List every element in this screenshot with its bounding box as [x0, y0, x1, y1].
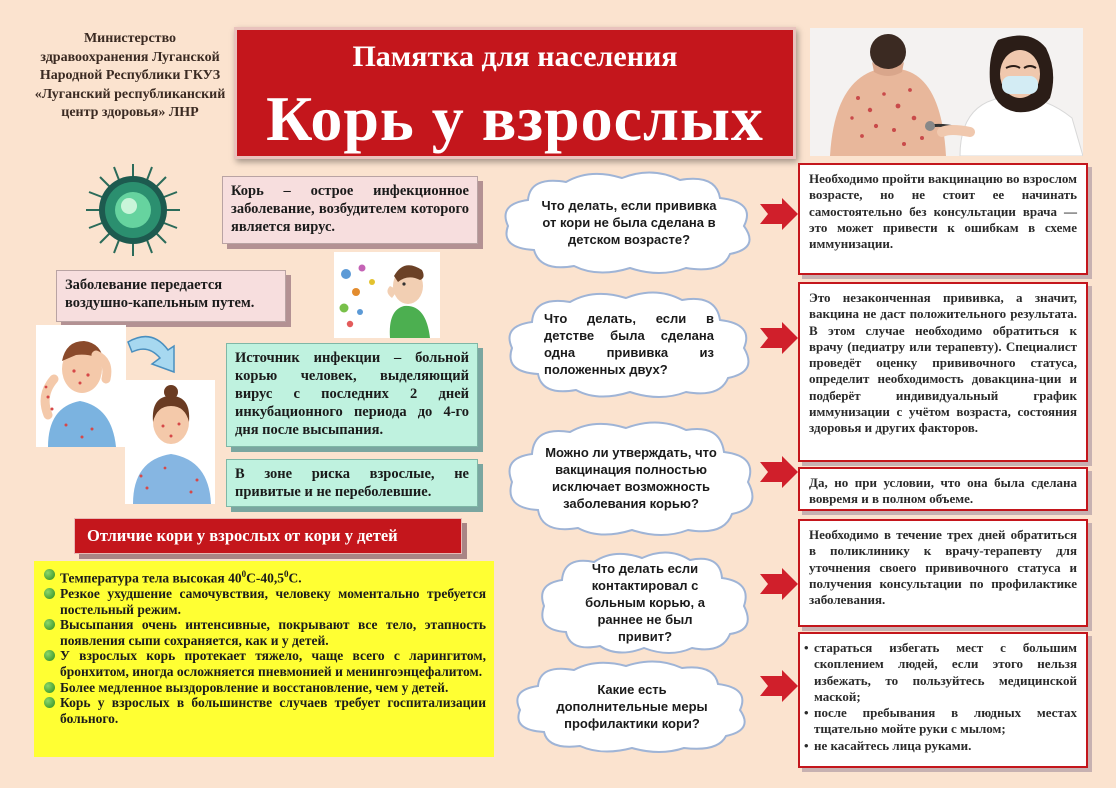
- faq-answer-1: Необходимо пройти вакцинацию во взрослом возрасте, но не стоит ее начинать самостоятельно без консультации врача — это может привести к ошибкам в схеме иммунизации.: [798, 163, 1088, 275]
- faq-question-cloud-3: [498, 418, 764, 538]
- faq-question-cloud-5: [506, 658, 758, 754]
- page-title: Корь у взрослых: [266, 83, 764, 154]
- faq-question-1: Что делать, если прививка от кори не была сделана в детском возрасте?: [541, 197, 717, 247]
- woman-with-rash-illustration: [125, 380, 215, 504]
- faq-question-5: Какие есть дополнительные меры профилактики кори?: [556, 681, 708, 731]
- virus-illustration: [82, 160, 184, 260]
- faq-question-2: Что делать, если в детстве была сделана одна прививка из положенных двух?: [544, 311, 714, 377]
- bullet-icon: [44, 682, 55, 693]
- arrow-right-icon: [760, 198, 798, 230]
- list-item: Корь у взрослых в большинстве случаев требует госпитализации больного.: [42, 695, 486, 726]
- faq-question-cloud-4: [532, 548, 758, 656]
- man-with-rash-illustration: [36, 325, 126, 447]
- faq-answer-3: Да, но при условии, что она была сделана вовремя и в полном объеме.: [798, 467, 1088, 511]
- arrow-right-icon: [760, 322, 798, 354]
- list-item: • после пребывания в людных местах тщательно мойте руки с мылом;: [814, 705, 1077, 738]
- bullet-icon: [44, 619, 55, 630]
- faq-answer-5: [798, 632, 1088, 768]
- faq-question-cloud-1: [494, 168, 764, 276]
- ministry-caption: Министерство здравоохранения Луганской Народной Республики ГКУЗ «Луганский республиканский центр здоровья» ЛНР: [34, 31, 226, 120]
- list-item: У взрослых корь протекает тяжело, чаще всего с ларингитом, бронхитом, иногда осложняется пневмонией и менингоэнцефалитом.: [42, 648, 486, 679]
- title-banner: [234, 27, 796, 159]
- bullet-icon: [44, 588, 55, 599]
- faq-question-3: Можно ли утверждать, что вакцинация полностью исключает возможность заболевания корью?: [545, 445, 717, 511]
- bullet-icon: [44, 697, 55, 708]
- faq-question-cloud-2: [498, 288, 760, 400]
- list-item: Температура тела высокая $40^0С-40,5^0С$.: [42, 567, 486, 586]
- faq-answer-2: Это незаконченная прививка, а значит, вакцина не даст положительного результата. В этом случае необходимо обратиться к врачу (педиатру или терапевту). Специалист проведёт оценку прививочного статуса, определит необходимость довакцина-ции и подберёт индивидуальный график иммунизации с учётом возраста, состояния здоровья и других факторов.: [798, 282, 1088, 462]
- arrow-right-icon: [760, 670, 798, 702]
- infection-source-box: Источник инфекции – больной корью человек, выделяющий вирус с последних 2 дней инкубационного периода до 4-го дня после высыпания.: [226, 343, 478, 447]
- differences-heading: Отличие кори у взрослых от кори у детей: [74, 518, 462, 554]
- bullet-icon: [44, 650, 55, 661]
- list-item: • не касайтесь лица руками.: [814, 738, 1077, 754]
- faq-answer-4: Необходимо в течение трех дней обратиться в поликлинику к врачу-терапевту для уточнения своего прививочного статуса и получения консультации по профилактике заболевания.: [798, 519, 1088, 627]
- faq-question-4: Что делать если контактировал с больным корью, а раннее не был привит?: [585, 560, 705, 644]
- differences-list-box: [34, 561, 494, 757]
- list-item: Высыпания очень интенсивные, покрывают все тело, этапность появления сыпи сохраняется, как и у детей.: [42, 617, 486, 648]
- bullet-icon: [44, 569, 55, 580]
- list-item: Резкое ухудшение самочувствия, человеку моментально требуется постельный режим.: [42, 586, 486, 617]
- page-subtitle: Памятка для населения: [352, 40, 678, 73]
- arrow-right-icon: [760, 456, 798, 488]
- list-item: • стараться избегать мест с большим скоплением людей, если этого нельзя избежать, то пользуйтесь медицинской маской;: [814, 640, 1077, 705]
- curved-arrow-icon: [122, 328, 186, 378]
- risk-group-box: В зоне риска взрослые, не привитые и не переболевшие.: [226, 459, 478, 507]
- arrow-right-icon: [760, 568, 798, 600]
- transmission-box: Заболевание передается воздушно-капельным путем.: [56, 270, 286, 322]
- doctor-examining-patient-photo: [810, 28, 1083, 156]
- definition-box: Корь – острое инфекционное заболевание, возбудителем которого является вирус.: [222, 176, 478, 244]
- coughing-man-illustration: [334, 252, 440, 338]
- list-item: Более медленное выздоровление и восстановление, чем у детей.: [42, 680, 486, 696]
